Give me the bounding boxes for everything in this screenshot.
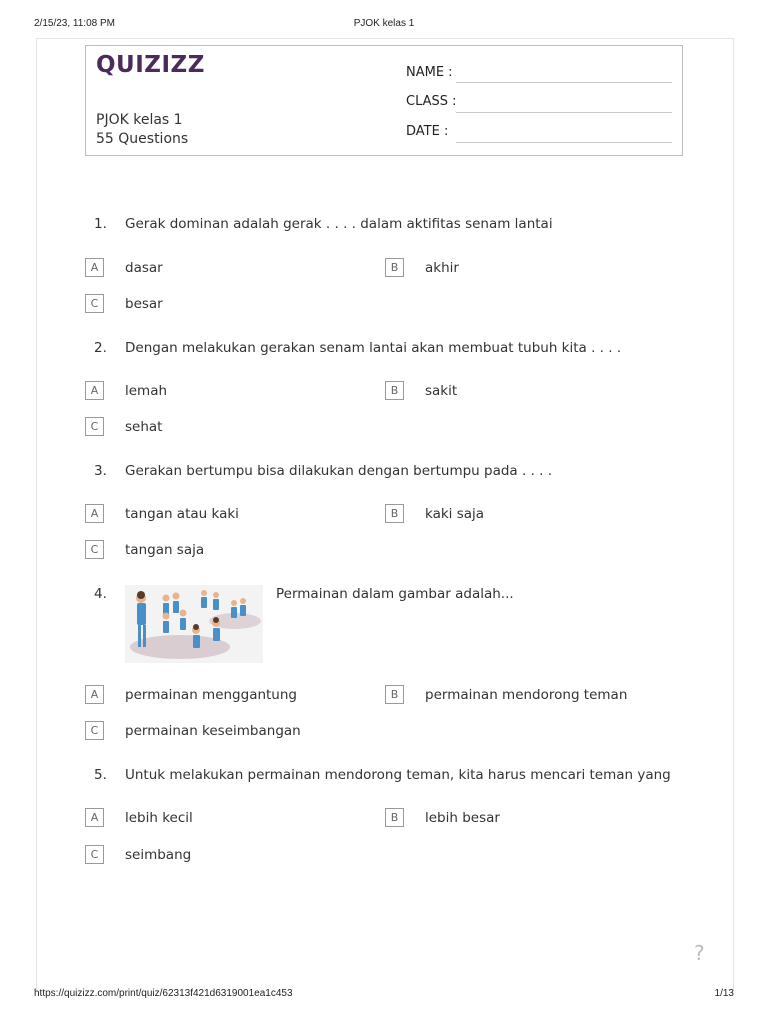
question-number: 3.	[94, 463, 107, 479]
help-question-icon[interactable]: ?	[694, 941, 705, 965]
date-line[interactable]	[456, 142, 672, 143]
page-number: 1/13	[714, 988, 734, 999]
name-line[interactable]	[456, 82, 672, 83]
option-c-box[interactable]: C	[85, 294, 104, 313]
quizizz-logo: QUIZIZZ	[96, 52, 205, 78]
option-b-text: lebih besar	[425, 810, 500, 826]
quiz-header-box	[85, 45, 683, 156]
option-c-text: permainan keseimbangan	[125, 723, 301, 739]
option-a-box[interactable]: A	[85, 381, 104, 400]
option-c-text: tangan saja	[125, 542, 205, 558]
question-number: 1.	[94, 216, 107, 232]
question-text: Untuk melakukan permainan mendorong teman, kita harus mencari teman yang	[125, 767, 671, 783]
option-b-text: kaki saja	[425, 506, 485, 522]
question-count: 55 Questions	[96, 131, 189, 147]
option-b-text: sakit	[425, 383, 458, 399]
option-a-box[interactable]: A	[85, 808, 104, 827]
option-b-box[interactable]: B	[385, 685, 404, 704]
option-b-box[interactable]: B	[385, 808, 404, 827]
option-c-box[interactable]: C	[85, 540, 104, 559]
print-url: https://quizizz.com/print/quiz/62313f421d6319001ea1c453	[34, 988, 293, 999]
date-label: DATE :	[406, 124, 449, 139]
option-a-text: lebih kecil	[125, 810, 193, 826]
option-a-text: dasar	[125, 260, 163, 276]
option-c-box[interactable]: C	[85, 721, 104, 740]
option-a-text: lemah	[125, 383, 168, 399]
class-line[interactable]	[456, 112, 672, 113]
option-a-text: tangan atau kaki	[125, 506, 239, 522]
question-number: 4.	[94, 586, 107, 602]
option-b-box[interactable]: B	[385, 381, 404, 400]
option-b-box[interactable]: B	[385, 258, 404, 277]
quiz-name: PJOK kelas 1	[96, 112, 183, 128]
option-c-text: besar	[125, 296, 163, 312]
option-a-box[interactable]: A	[85, 258, 104, 277]
print-footer	[34, 988, 734, 1002]
option-b-text: akhir	[425, 260, 459, 276]
question-text: Gerakan bertumpu bisa dilakukan dengan bertumpu pada . . . .	[125, 463, 553, 479]
option-c-box[interactable]: C	[85, 845, 104, 864]
question-text: Permainan dalam gambar adalah...	[276, 586, 514, 602]
print-datetime: 2/15/23, 11:08 PM	[34, 18, 115, 29]
print-title: PJOK kelas 1	[353, 18, 415, 29]
question-image-children-pushing-game	[125, 585, 263, 663]
children-illustration	[125, 585, 263, 663]
name-label: NAME :	[406, 65, 453, 80]
option-c-text: sehat	[125, 419, 163, 435]
option-c-text: seimbang	[125, 847, 192, 863]
option-b-text: permainan mendorong teman	[425, 687, 628, 703]
question-text: Gerak dominan adalah gerak . . . . dalam aktifitas senam lantai	[125, 216, 553, 232]
option-a-text: permainan menggantung	[125, 687, 297, 703]
question-number: 2.	[94, 340, 107, 356]
question-number: 5.	[94, 767, 107, 783]
option-b-box[interactable]: B	[385, 504, 404, 523]
option-a-box[interactable]: A	[85, 504, 104, 523]
option-a-box[interactable]: A	[85, 685, 104, 704]
print-header	[34, 18, 734, 32]
class-label: CLASS :	[406, 94, 457, 109]
question-text: Dengan melakukan gerakan senam lantai akan membuat tubuh kita . . . .	[125, 340, 622, 356]
option-c-box[interactable]: C	[85, 417, 104, 436]
